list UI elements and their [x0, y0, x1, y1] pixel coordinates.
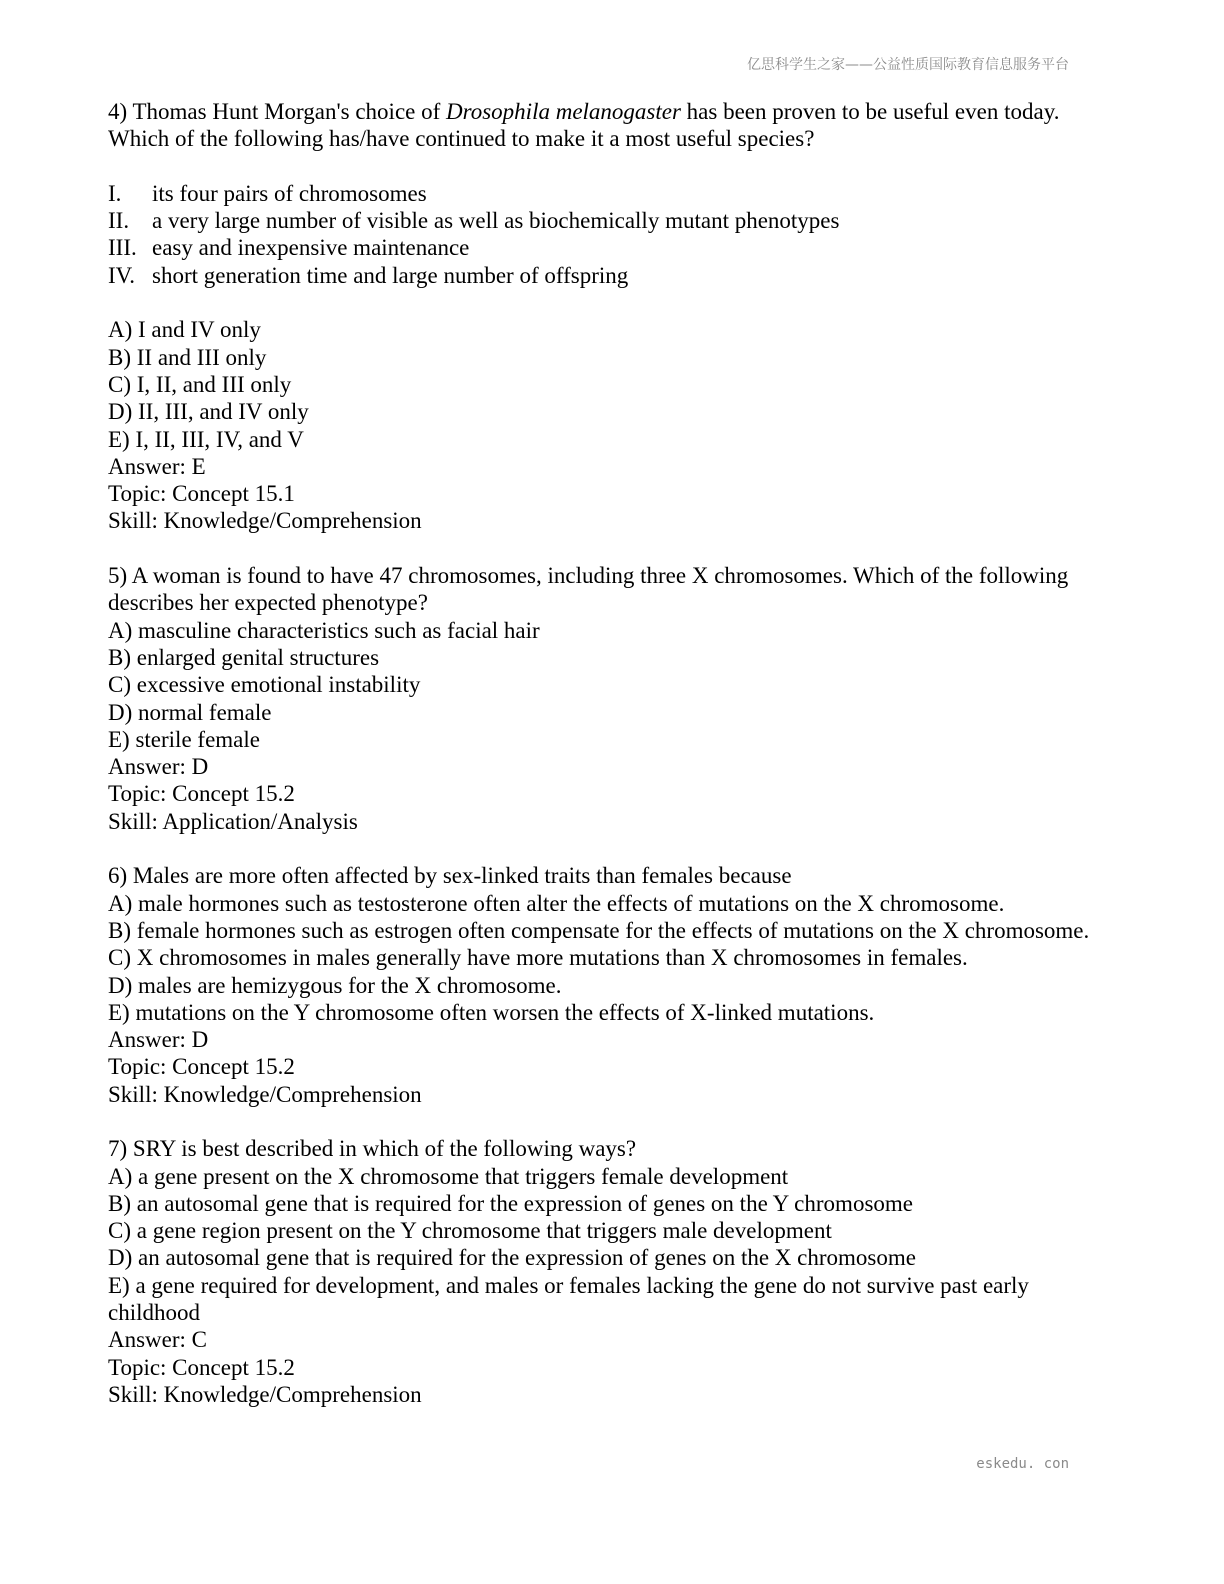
- answer-line: Answer: D: [108, 1027, 209, 1053]
- document-body: [108, 98, 1118, 1408]
- skill-line: Skill: Knowledge/Comprehension: [108, 1381, 422, 1407]
- statement: IV. short generation time and large number of offspring: [108, 262, 629, 288]
- answer-option: E) sterile female: [108, 726, 260, 752]
- answer-option: D) an autosomal gene that is required for the expression of genes on the X chromosome: [108, 1245, 916, 1271]
- statement: II. a very large number of visible as well as biochemically mutant phenotypes: [108, 208, 840, 234]
- answer-line: Answer: D: [108, 754, 209, 780]
- answer-option: C) excessive emotional instability: [108, 672, 421, 698]
- question-4: [108, 98, 1118, 535]
- skill-line: Skill: Knowledge/Comprehension: [108, 508, 422, 534]
- answer-line: Answer: C: [108, 1327, 208, 1353]
- answer-option: B) an autosomal gene that is required for the expression of genes on the Y chromosome: [108, 1190, 913, 1216]
- page-header: 亿思科学生之家——公益性质国际教育信息服务平台: [747, 57, 1069, 73]
- answer-line: Answer: E: [108, 453, 206, 479]
- statement: III. easy and inexpensive maintenance: [108, 235, 470, 261]
- answer-option: E) I, II, III, IV, and V: [108, 426, 304, 452]
- question-4-text: 4) Thomas Hunt Morgan's choice of Drosophila melanogaster has been proven to be useful even today. Which of the following has/have continued to make it a most useful species?: [108, 99, 1060, 152]
- statement: I. its four pairs of chromosomes: [108, 180, 427, 206]
- answer-option: A) masculine characteristics such as facial hair: [108, 617, 540, 643]
- topic-line: Topic: Concept 15.1: [108, 481, 295, 507]
- skill-line: Skill: Application/Analysis: [108, 808, 358, 834]
- answer-option: D) males are hemizygous for the X chromosome.: [108, 972, 562, 998]
- answer-option: E) mutations on the Y chromosome often worsen the effects of X-linked mutations.: [108, 999, 875, 1025]
- answer-option: A) a gene present on the X chromosome that triggers female development: [108, 1163, 789, 1189]
- question-6-text: 6) Males are more often affected by sex-linked traits than females because: [108, 863, 792, 889]
- topic-line: Topic: Concept 15.2: [108, 781, 295, 807]
- answer-option: B) enlarged genital structures: [108, 644, 380, 670]
- page-footer: eskedu. con: [976, 1456, 1069, 1472]
- skill-line: Skill: Knowledge/Comprehension: [108, 1081, 422, 1107]
- answer-option: A) I and IV only: [108, 317, 261, 343]
- answer-option: E) a gene required for development, and males or females lacking the gene do not survive past early childhood: [108, 1272, 1029, 1326]
- answer-option: B) II and III only: [108, 344, 267, 370]
- answer-option: C) I, II, and III only: [108, 371, 292, 397]
- question-5-text: 5) A woman is found to have 47 chromosomes, including three X chromosomes. Which of the following describes her expected phenotype?: [108, 563, 1069, 616]
- answer-option: D) normal female: [108, 699, 272, 725]
- answer-option: C) X chromosomes in males generally have more mutations than X chromosomes in females.: [108, 945, 968, 971]
- question-7: [108, 1135, 1118, 1408]
- answer-option: D) II, III, and IV only: [108, 399, 309, 425]
- question-7-text: 7) SRY is best described in which of the following ways?: [108, 1136, 637, 1162]
- question-6: [108, 862, 1118, 1108]
- topic-line: Topic: Concept 15.2: [108, 1054, 295, 1080]
- answer-option: A) male hormones such as testosterone often alter the effects of mutations on the X chromosome.: [108, 890, 1005, 916]
- question-5: [108, 562, 1118, 835]
- answer-option: B) female hormones such as estrogen often compensate for the effects of mutations on the X chromosome.: [108, 917, 1090, 943]
- species-name: Drosophila melanogaster: [446, 99, 681, 124]
- topic-line: Topic: Concept 15.2: [108, 1354, 295, 1380]
- answer-option: C) a gene region present on the Y chromosome that triggers male development: [108, 1218, 832, 1244]
